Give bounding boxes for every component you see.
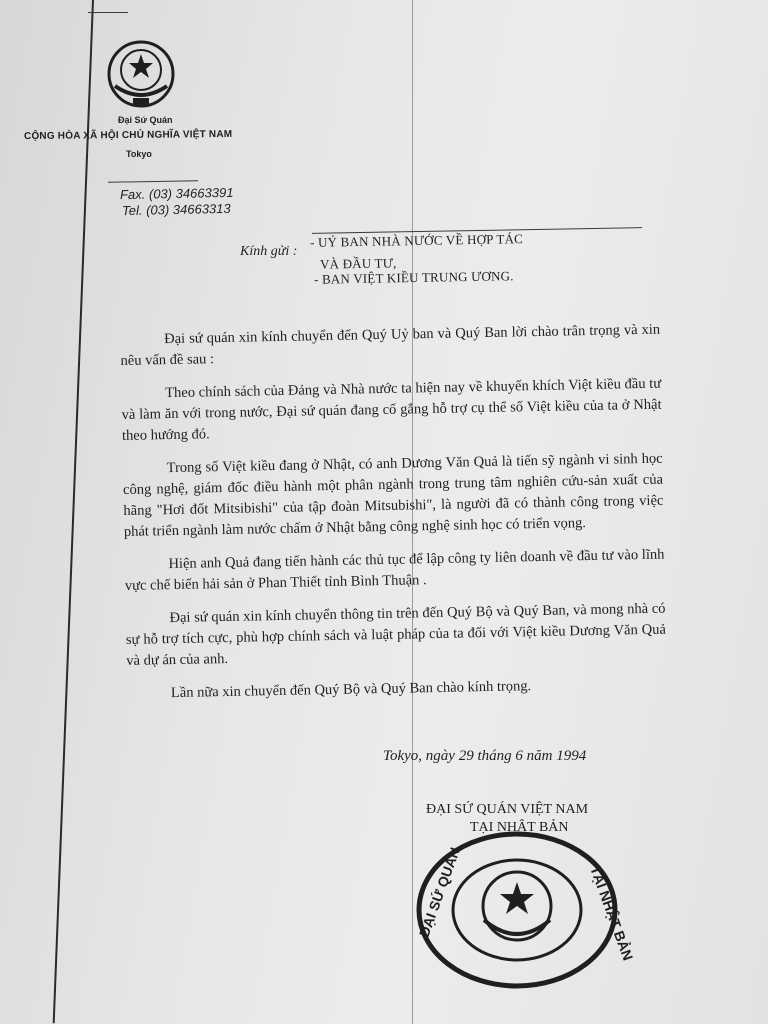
- svg-text:TẠI NHẬT BẢN: TẠI NHẬT BẢN: [587, 863, 637, 963]
- body-paragraph: Đại sứ quán xin kính chuyển đến Quý Uỷ ban và Quý Ban lời chào trân trọng và xin nêu vấn đề sau :: [120, 321, 661, 369]
- recipient-line: - UỶ BAN NHÀ NƯỚC VỀ HỢP TÁC: [309, 231, 524, 250]
- svg-text:ĐẠI SỨ QUÁN: ĐẠI SỨ QUÁN: [415, 845, 463, 940]
- body-paragraph: Trong số Việt kiều đang ở Nhật, có anh Dương Văn Quả là tiến sỹ ngành vi sinh học công nghệ, giám đốc điều hành một phân ngành trong trung tâm nghiên cứu-sản xuất của hãng "Hơi đốt Mitsibishi" của tập đoàn Mitsubishi", là người đã có thành công trong việc phát triển ngành làm nước chấm ở Nhật bằng công nghệ sinh học có triển vọng.: [122, 450, 664, 540]
- recipient-label: Kính gửi :: [240, 244, 298, 259]
- body-paragraph: Theo chính sách của Đảng và Nhà nước ta hiện nay về khuyến khích Việt kiều đầu tư và làm ăn với trong nước, Đại sứ quán đang cố gắng hỗ trợ cụ thể số Việt kiều của ta ở Nhật theo hướng đó.: [121, 375, 662, 444]
- fax-number: Fax. (03) 34663391: [119, 184, 234, 203]
- national-emblem-icon: [103, 40, 179, 114]
- tel-number: Tel. (03) 34663313: [121, 200, 231, 219]
- country-name: CỘNG HÒA XÃ HỘI CHỦ NGHĨA VIỆT NAM: [23, 128, 233, 143]
- embassy-city: Tokyo: [126, 149, 152, 159]
- letter-body: [120, 320, 667, 717]
- left-margin-rule: [53, 0, 94, 1023]
- official-seal-icon: [414, 828, 637, 988]
- recipient-line: VÀ ĐẦU TƯ,: [319, 255, 397, 272]
- embassy-label: Đại Sứ Quán: [118, 115, 173, 125]
- header-rule: [88, 12, 128, 13]
- body-paragraph: Đại sứ quán xin kính chuyển thông tin trên đến Quý Bộ và Quý Ban, và mong nhà có sự hỗ trợ tích cực, phù hợp chính sách và luật pháp của ta đối với Việt kiều Dương Văn Quả và dự án của anh.: [125, 600, 667, 669]
- body-paragraph: Hiện anh Quả đang tiến hành các thủ tục để lập công ty liên doanh về đầu tư vào lĩnh vực chế biến hải sản ở Phan Thiết tỉnh Bình Thuận .: [124, 546, 665, 594]
- recipient-line: - BAN VIỆT KIỀU TRUNG ƯƠNG.: [313, 268, 514, 287]
- body-paragraph: Lần nữa xin chuyển đến Quý Bộ và Quý Ban chào kính trọng.: [170, 678, 532, 702]
- letter-date: Tokyo, ngày 29 tháng 6 năm 1994: [383, 748, 587, 764]
- signatory-line: ĐẠI SỨ QUÁN VIỆT NAM: [426, 802, 589, 817]
- header-rule: [108, 180, 198, 183]
- signatory-line: TẠI NHẬT BẢN: [470, 820, 569, 835]
